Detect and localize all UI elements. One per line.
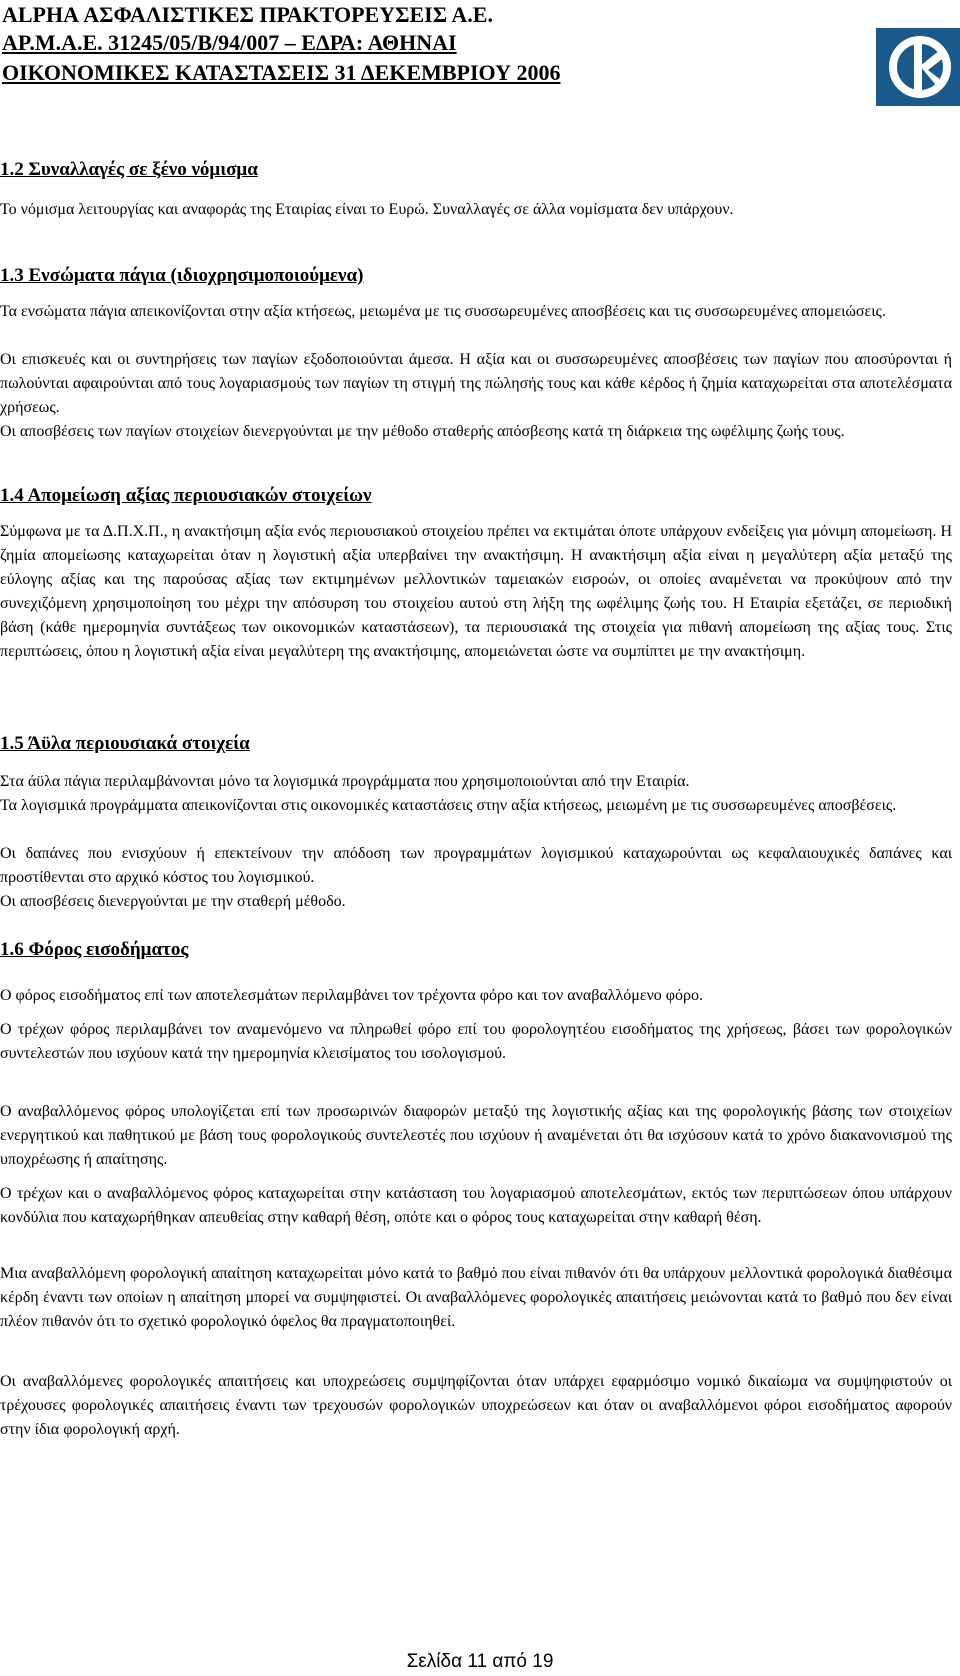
section-1-6-paragraph-4: Ο τρέχων και ο αναβαλλόμενος φόρος καταχωρείται στην κατάσταση του λογαριασμού αποτελεσμάτων, εκτός των περιπτώσεων όπου υπάρχουν κονδύλια που καταχωρήθηκαν απευθείας στην καθαρή θέση, οπότε και ο φόρος τους καταχωρείται στην καθαρή θέση. [0, 1185, 952, 1226]
document-header [0, 0, 960, 130]
section-1-2-paragraph: Το νόμισμα λειτουργίας και αναφοράς της Εταιρίας είναι το Ευρώ. Συναλλαγές σε άλλα νομίσματα δεν υπάρχουν. [0, 201, 734, 218]
section-1-5-title: 1.5 Άϋλα περιουσιακά στοιχεία [0, 733, 250, 754]
section-1-3-title: 1.3 Ενσώματα πάγια (ιδιοχρησιμοποιούμενα) [0, 265, 364, 286]
registration-line: ΑΡ.Μ.Α.Ε. 31245/05/Β/94/007 – ΕΔΡΑ: ΑΘΗΝΑΙ [2, 30, 457, 55]
section-1-4-title: 1.4 Απομείωση αξίας περιουσιακών στοιχείων [0, 485, 372, 506]
page-number: Σελίδα 11 από 19 [406, 1651, 554, 1672]
section-1-6-title: 1.6 Φόρος εισοδήματος [0, 939, 189, 960]
section-1-2-title: 1.2 Συναλλαγές σε ξένο νόμισμα [0, 159, 258, 180]
section-1-3-paragraph-1: Τα ενσώματα πάγια απεικονίζονται στην αξία κτήσεως, μειωμένα με τις συσσωρευμένες αποσβέσεις και τις συσσωρευμένες απομειώσεις. [0, 303, 886, 320]
section-1-5-paragraph-3: Οι δαπάνες που ενισχύουν ή επεκτείνουν την απόδοση των προγραμμάτων λογισμικού καταχωρούνται ως κεφαλαιουχικές δαπάνες και προστίθενται στο αρχικό κόστος του λογισμικού. [0, 845, 952, 886]
section-1-5-paragraph-2: Τα λογισμικά προγράμματα απεικονίζονται στις οικονομικές καταστάσεις στην αξία κτήσεως, μειωμένη με τις συσσωρευμένες αποσβέσεις. [0, 797, 897, 814]
statements-title: ΟΙΚΟΝΟΜΙΚΕΣ ΚΑΤΑΣΤΑΣΕΙΣ 31 ΔΕΚΕΜΒΡΙΟΥ 2006 [2, 60, 561, 85]
section-1-6-paragraph-3: Ο αναβαλλόμενος φόρος υπολογίζεται επί των προσωρινών διαφορών μεταξύ της λογιστικής αξίας και της φορολογικής βάσης των στοιχείων ενεργητικού και παθητικού με βάση τους φορολογικούς συντελεστές που ισχύουν ή αναμένεται ότι θα ισχύσουν κατά το χρόνο διακανονισμού της υποχρέωσης ή απαίτησης. [0, 1103, 952, 1168]
section-1-5-paragraph-4: Οι αποσβέσεις διενεργούνται με την σταθερή μέθοδο. [0, 893, 346, 910]
section-1-3-paragraph-2: Οι επισκευές και οι συντηρήσεις των παγίων εξοδοποιούνται άμεσα. Η αξία και οι συσσωρευμένες αποσβέσεις των παγίων που αποσύρονται ή πωλούνται αφαιρούνται από τους λογαριασμούς των παγίων τη στιγμή της πώλησής τους και κάθε κέρδος ή ζημία καταχωρείται στα αποτελέσματα χρήσεως. [0, 351, 952, 416]
company-name: ALPHA ΑΣΦΑΛΙΣΤΙΚΕΣ ΠΡΑΚΤΟΡΕΥΣΕΙΣ Α.Ε. [2, 2, 493, 27]
section-1-4-paragraph: Σύμφωνα με τα Δ.Π.Χ.Π., η ανακτήσιμη αξία ενός περιουσιακού στοιχείου πρέπει να εκτιμάται όποτε υπάρχουν ενδείξεις για μόνιμη απομείωση. Η ζημία απομείωσης καταχωρείται όταν η λογιστική αξία υπερβαίνει την ανακτήσιμη. Η ανακτήσιμη αξία είναι η μεγαλύτερη αξία μεταξύ της εύλογης αξίας και της παρούσας αξίας των εκτιμημένων μελλοντικών ταμειακών εισροών, οι οποίες αναμένεται να προκύψουν από την συνεχιζόμενη χρησιμοποίηση του μέχρι την απόσυρση του στοιχείου αυτού στη λήξη της ωφέλιμης ζωής του. Η Εταιρία εξετάζει, σε περιοδική βάση (κάθε ημερομηνία συντάξεως των οικονομικών καταστάσεων), τα περιουσιακά της στοιχεία για πιθανή απομείωση της αξίας τους. Στις περιπτώσεις, όπου η λογιστική αξία είναι μεγαλύτερη της ανακτήσιμης, απομειώνεται ώστε να συμπίπτει με την ανακτήσιμη. [0, 523, 952, 660]
section-1-6-paragraph-5: Μια αναβαλλόμενη φορολογική απαίτηση καταχωρείται μόνο κατά το βαθμό που είναι πιθανόν ότι θα υπάρχουν μελλοντικά φορολογικά διαθέσιμα κέρδη έναντι των οποίων η απαίτηση μπορεί να συμψηφιστεί. Οι αναβαλλόμενες φορολογικές απαιτήσεις μειώνονται κατά το βαθμό που δεν είναι πλέον πιθανόν ότι το σχετικό φορολογικό όφελος θα πραγματοποιηθεί. [0, 1265, 952, 1330]
section-1-6-paragraph-6: Οι αναβαλλόμενες φορολογικές απαιτήσεις και υποχρεώσεις συμψηφίζονται όταν υπάρχει εφαρμόσιμο νομικό δικαίωμα να συμψηφιστούν οι τρέχουσες φορολογικές απαιτήσεις έναντι των τρεχουσών φορολογικών υποχρεώσεων και όταν οι αναβαλλόμενοι φόροι εισοδήματος αφορούν στην ίδια φορολογική αρχή. [0, 1373, 952, 1438]
section-1-6-paragraph-1: Ο φόρος εισοδήματος επί των αποτελεσμάτων περιλαμβάνει τον τρέχοντα φόρο και τον αναβαλλόμενο φόρο. [0, 987, 704, 1004]
section-1-5-paragraph-1: Στα άϋλα πάγια περιλαμβάνονται μόνο τα λογισμικά προγράμματα που χρησιμοποιούνται από την Εταιρία. [0, 773, 690, 790]
section-1-3-paragraph-3: Οι αποσβέσεις των παγίων στοιχείων διενεργούνται με την μέθοδο σταθερής απόσβεσης κατά τη διάρκεια της ωφέλιμης ζωής τους. [0, 423, 845, 440]
alpha-bank-logo-icon [876, 28, 960, 106]
section-1-6-paragraph-2: Ο τρέχων φόρος περιλαμβάνει τον αναμενόμενο να πληρωθεί φόρο επί του φορολογητέου εισοδήματος της χρήσεως, βάσει των φορολογικών συντελεστών που ισχύουν κατά την ημερομηνία κλεισίματος του ισολογισμού. [0, 1021, 952, 1062]
